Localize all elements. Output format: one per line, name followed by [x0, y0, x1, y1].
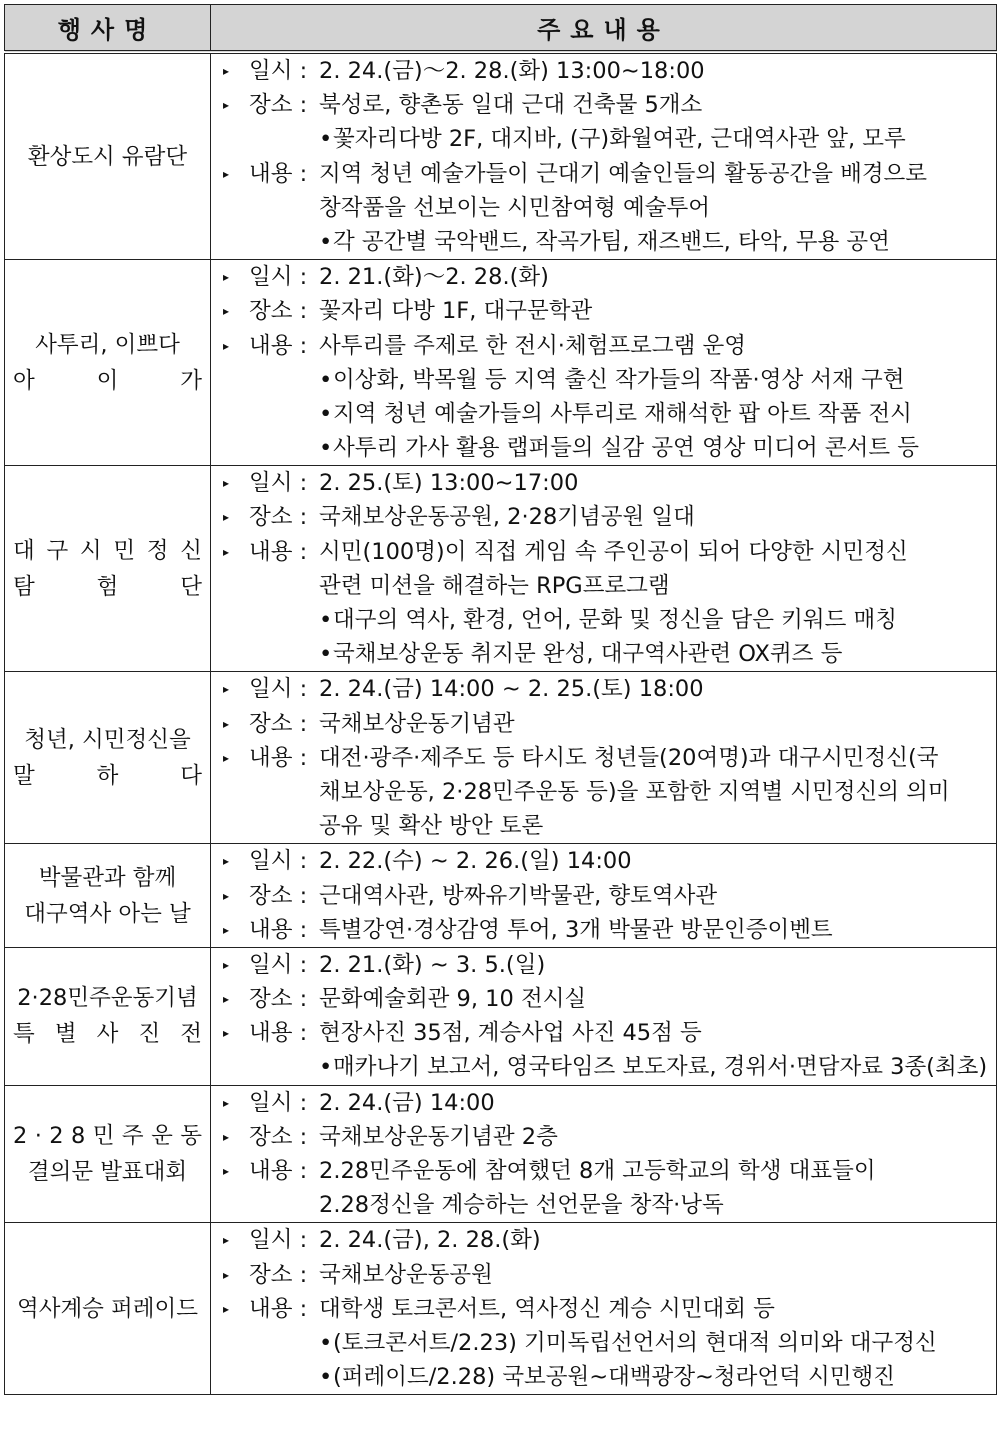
triangle-bullet-icon: ▸ [223, 166, 230, 181]
dot-bullet-icon: • [319, 1054, 333, 1081]
field-value: 국채보상운동기념관 2층 [319, 1123, 558, 1150]
field-label [249, 535, 319, 569]
field-label [249, 1086, 319, 1120]
field-value: 2. 25.(토) 13:00∼17:00 [319, 470, 579, 497]
bullet-line [221, 741, 990, 775]
dot-bullet-icon: • [319, 1329, 333, 1356]
bullet-line [221, 1258, 990, 1292]
event-name-cell [5, 1085, 211, 1223]
field-value: 시민(100명)이 직접 게임 속 주인공이 되어 다양한 시민정신 [319, 538, 908, 565]
field-value: 2. 24.(금), 2. 28.(화) [319, 1227, 541, 1254]
bullet-line [221, 707, 990, 741]
field-label-text: 장소 [249, 882, 293, 909]
colon-separator: : [292, 986, 308, 1013]
field-label [249, 157, 319, 191]
bullet-line [221, 844, 990, 878]
field-value: 2. 24.(금)〜2. 28.(화) 13:00∼18:00 [319, 58, 705, 84]
field-label [249, 948, 319, 982]
sub-item [221, 363, 990, 397]
colon-separator: : [292, 882, 308, 909]
colon-separator: : [292, 92, 308, 119]
field-label [249, 1016, 319, 1050]
dot-bullet-icon: • [319, 641, 333, 668]
bullet-line [221, 1016, 990, 1050]
field-label-text: 장소 [249, 1261, 293, 1288]
field-label-text: 장소 [249, 710, 293, 737]
field-label [249, 1258, 319, 1292]
field-value: 2. 22.(수) ~ 2. 26.(일) 14:00 [319, 848, 632, 875]
field-label-text: 장소 [249, 986, 293, 1013]
continuation-line: 공유 및 확산 방안 토론 [319, 813, 544, 840]
bullet-line [221, 1120, 990, 1154]
event-name-char: 단 [180, 573, 202, 600]
triangle-bullet-icon: ▸ [223, 64, 230, 78]
field-label [249, 982, 319, 1016]
event-name-line: 역사계승 퍼레이드 [16, 1295, 199, 1322]
sub-item-text: 국채보상운동 취지문 완성, 대구역사관련 OX퀴즈 등 [333, 641, 843, 668]
colon-separator: : [292, 58, 308, 84]
triangle-bullet-icon: ▸ [223, 510, 230, 525]
bullet-line [221, 260, 990, 294]
event-content-cell [211, 947, 997, 1085]
continuation-line: 채보상운동, 2·28민주운동 등)을 포함한 지역별 시민정신의 의미 [319, 778, 950, 805]
event-name-char: 민 [113, 537, 136, 564]
triangle-bullet-icon: ▸ [223, 1095, 230, 1110]
bullet-line [221, 1086, 990, 1120]
event-name-cell [5, 260, 211, 466]
bullet-line [221, 1154, 990, 1188]
bullet-line [221, 88, 990, 122]
field-value: 근대역사관, 방짜유기박물관, 향토역사관 [319, 882, 718, 909]
sub-item [221, 603, 990, 637]
field-label-text: 내용 [249, 916, 293, 943]
event-content-cell [211, 844, 997, 948]
event-name-line: 결의문 발표대회 [27, 1159, 188, 1185]
triangle-bullet-icon: ▸ [223, 338, 230, 353]
colon-separator: : [292, 1261, 308, 1288]
table-row [5, 52, 997, 260]
sub-item [221, 1326, 990, 1360]
sub-item [221, 225, 990, 259]
event-name-line: 사투리, 이쁘다 [35, 331, 180, 358]
sub-item-text: 꽃자리다방 2F, 대지바, (구)화월여관, 근대역사관 앞, 모루 [333, 126, 906, 153]
dot-bullet-icon: • [319, 126, 333, 153]
field-value: 대학생 토크콘서트, 역사정신 계승 시민대회 등 [319, 1295, 775, 1322]
event-name-char: 구 [46, 537, 69, 564]
bullet-line [221, 329, 990, 363]
table-row [5, 1085, 997, 1223]
colon-separator: : [292, 470, 308, 497]
triangle-bullet-icon: ▸ [223, 270, 230, 285]
dot-bullet-icon: • [319, 228, 333, 255]
field-label [249, 913, 319, 947]
event-name-line [13, 758, 202, 794]
field-label-text: 내용 [249, 744, 293, 771]
field-value: 2.28민주운동에 참여했던 8개 고등학교의 학생 대표들이 [319, 1158, 876, 1184]
event-name-char: 2 [13, 1123, 28, 1149]
event-content-cell [211, 52, 997, 260]
field-label [249, 707, 319, 741]
field-value: 북성로, 향촌동 일대 근대 건축물 5개소 [319, 92, 703, 119]
event-content-cell [211, 672, 997, 844]
field-label-text: 장소 [249, 92, 293, 119]
colon-separator: : [292, 916, 308, 943]
field-label-text: 일시 [249, 676, 293, 703]
sub-item-text: 대구의 역사, 환경, 언어, 문화 및 정신을 담은 키워드 매칭 [333, 607, 897, 633]
sub-item-text: (토크콘서트/2.23) 기미독립선언서의 현대적 의미와 대구정신 [333, 1329, 937, 1356]
event-content-cell [211, 1085, 997, 1223]
event-name-line [13, 533, 202, 569]
colon-separator: : [292, 160, 308, 187]
triangle-bullet-icon: ▸ [223, 1026, 230, 1041]
sub-item [221, 122, 990, 156]
continuation-line: 창작품을 선보이는 시민참여형 예술투어 [319, 194, 710, 221]
field-value: 2. 24.(금) 14:00 [319, 1089, 495, 1116]
event-name-char: 8 [71, 1123, 86, 1149]
table-header-row [5, 5, 997, 53]
sub-item-text: 지역 청년 예술가들의 사투리로 재해석한 팝 아트 작품 전시 [333, 400, 912, 427]
event-name-char: 이 [96, 367, 119, 394]
event-table [4, 4, 997, 1395]
event-name-line [13, 1118, 202, 1154]
event-name-cell [5, 466, 211, 672]
field-label [249, 1154, 319, 1188]
event-content-cell [211, 260, 997, 466]
field-label [249, 329, 319, 363]
dot-bullet-icon: • [319, 366, 333, 393]
field-value: 2. 24.(금) 14:00 ~ 2. 25.(토) 18:00 [319, 676, 704, 703]
bullet-line [221, 672, 990, 706]
sub-item-text: 사투리 가사 활용 랩퍼들의 실감 공연 영상 미디어 콘서트 등 [333, 435, 920, 462]
field-label [249, 741, 319, 775]
field-label-text: 일시 [249, 264, 293, 291]
event-name-line [13, 363, 202, 399]
event-name-cell [5, 1223, 211, 1395]
event-name-char: 험 [96, 573, 119, 600]
dot-bullet-icon: • [319, 435, 333, 462]
bullet-line [221, 1223, 990, 1257]
event-name-cell [5, 947, 211, 1085]
event-name-char: 탐 [13, 573, 35, 600]
triangle-bullet-icon: ▸ [223, 682, 230, 697]
event-name-char: 시 [79, 537, 102, 564]
continuation-line: 2.28정신을 계승하는 선언문을 창작·낭독 [319, 1192, 724, 1219]
field-label-text: 장소 [249, 298, 293, 325]
dot-bullet-icon: • [319, 607, 333, 633]
header-main-contents: 주요내용 [211, 5, 997, 53]
colon-separator: : [292, 1295, 308, 1322]
colon-separator: : [292, 298, 308, 325]
colon-separator: : [292, 710, 308, 737]
colon-separator: : [292, 538, 308, 565]
triangle-bullet-icon: ▸ [223, 304, 230, 319]
field-label-text: 일시 [249, 58, 293, 84]
field-label [249, 1223, 319, 1257]
field-value: 2. 21.(화) ~ 3. 5.(일) [319, 951, 546, 978]
field-label-text: 일시 [249, 848, 293, 875]
field-label-text: 일시 [249, 470, 293, 497]
field-value: 국채보상운동공원 [319, 1261, 493, 1288]
event-content-cell [211, 466, 997, 672]
field-label [249, 879, 319, 913]
sub-item-text: (퍼레이드/2.28) 국보공원~대백광장~청라언덕 시민행진 [333, 1364, 895, 1391]
continuation-line: 관련 미션을 해결하는 RPG프로그램 [319, 572, 670, 599]
event-name-char: 운 [151, 1123, 173, 1149]
event-name-char: 동 [180, 1123, 202, 1149]
field-value: 국채보상운동공원, 2·28기념공원 일대 [319, 504, 695, 531]
event-name-cell [5, 672, 211, 844]
sub-item [221, 431, 990, 465]
colon-separator: : [292, 744, 308, 771]
colon-separator: : [292, 848, 308, 875]
colon-separator: : [292, 504, 308, 531]
field-label [249, 844, 319, 878]
event-name-char: 가 [180, 367, 202, 394]
bullet-line [221, 466, 990, 500]
field-label-text: 장소 [249, 1123, 293, 1150]
field-label [249, 294, 319, 328]
field-label-text: 일시 [249, 1227, 293, 1254]
sub-item-text: 이상화, 박목월 등 지역 출신 작가들의 작품·영상 서재 구현 [333, 366, 905, 393]
dot-bullet-icon: • [319, 400, 333, 427]
event-name-cell [5, 52, 211, 260]
event-name-line: 청년, 시민정신을 [24, 726, 191, 753]
bullet-line [221, 879, 990, 913]
triangle-bullet-icon: ▸ [223, 1267, 230, 1282]
colon-separator: : [292, 264, 308, 291]
field-label [249, 672, 319, 706]
field-value: 2. 21.(화)〜2. 28.(화) [319, 264, 549, 291]
field-label-text: 내용 [249, 1158, 293, 1184]
event-name-line [13, 1016, 202, 1052]
colon-separator: : [292, 1020, 308, 1047]
table-row [5, 947, 997, 1085]
event-name-char: 신 [180, 537, 202, 564]
field-label [249, 500, 319, 534]
triangle-bullet-icon: ▸ [223, 1164, 230, 1178]
triangle-bullet-icon: ▸ [223, 922, 230, 937]
event-name-line: 2·28민주운동기념 [17, 985, 198, 1012]
sub-item-text: 각 공간별 국악밴드, 작곡가팀, 재즈밴드, 타악, 무용 공연 [333, 228, 890, 255]
colon-separator: : [292, 951, 308, 978]
triangle-bullet-icon: ▸ [223, 992, 230, 1007]
table-row [5, 466, 997, 672]
event-name-char: 전 [180, 1021, 202, 1048]
event-document [0, 4, 1000, 1395]
event-name-line [13, 569, 202, 605]
colon-separator: : [292, 1227, 308, 1254]
field-value: 국채보상운동기념관 [319, 710, 515, 737]
field-label [249, 54, 319, 88]
field-label [249, 88, 319, 122]
event-content-cell [211, 1223, 997, 1395]
bullet-line [221, 1292, 990, 1326]
field-label [249, 1120, 319, 1154]
field-label-text: 내용 [249, 1295, 293, 1322]
triangle-bullet-icon: ▸ [223, 854, 230, 869]
table-body [5, 52, 997, 1395]
header-event-name: 행사명 [5, 5, 211, 53]
table-row [5, 672, 997, 844]
field-value: 문화예술회관 9, 10 전시실 [319, 986, 587, 1013]
bullet-line [221, 948, 990, 982]
colon-separator: : [292, 676, 308, 703]
triangle-bullet-icon: ▸ [223, 888, 230, 903]
field-label [249, 466, 319, 500]
colon-separator: : [292, 332, 308, 359]
triangle-bullet-icon: ▸ [223, 1301, 230, 1316]
event-name-char: 주 [121, 1123, 144, 1149]
field-value: 현장사진 35점, 계승사업 사진 45점 등 [319, 1020, 702, 1047]
field-value: 꽃자리 다방 1F, 대구문학관 [319, 298, 593, 325]
field-label-text: 장소 [249, 504, 293, 531]
field-value: 특별강연·경상감영 투어, 3개 박물관 방문인증이벤트 [319, 916, 833, 943]
event-name-char: 2 [49, 1123, 64, 1149]
field-label [249, 260, 319, 294]
bullet-line [221, 500, 990, 534]
table-row [5, 260, 997, 466]
bullet-line [221, 54, 990, 88]
event-name-char: 다 [180, 762, 202, 789]
field-label-text: 내용 [249, 1020, 293, 1047]
triangle-bullet-icon: ▸ [223, 98, 230, 113]
field-value: 사투리를 주제로 한 전시·체험프로그램 운영 [319, 332, 746, 359]
field-label-text: 일시 [249, 951, 293, 978]
event-name-char: 대 [13, 537, 35, 564]
table-row [5, 844, 997, 948]
field-label-text: 일시 [249, 1089, 293, 1116]
bullet-line [221, 157, 990, 191]
bullet-line [221, 294, 990, 328]
event-name-char: 말 [13, 762, 35, 789]
table-row [5, 1223, 997, 1395]
event-name-char: 민 [92, 1123, 115, 1149]
event-name-char: 진 [138, 1021, 161, 1048]
field-value: 대전·광주·제주도 등 타시도 청년들(20여명)과 대구시민정신(국 [319, 744, 939, 771]
event-name-char: 아 [13, 367, 35, 394]
field-label-text: 내용 [249, 332, 293, 359]
bullet-line [221, 913, 990, 947]
event-name-char: 특 [13, 1021, 35, 1048]
sub-item [221, 1050, 990, 1084]
triangle-bullet-icon: ▸ [223, 476, 230, 491]
event-name-line: 대구역사 아는 날 [24, 900, 191, 927]
field-label-text: 내용 [249, 160, 293, 187]
field-value: 지역 청년 예술가들이 근대기 예술인들의 활동공간을 배경으로 [319, 160, 928, 187]
triangle-bullet-icon: ▸ [223, 544, 230, 559]
triangle-bullet-icon: ▸ [223, 716, 230, 731]
field-label-text: 내용 [249, 538, 293, 565]
triangle-bullet-icon: ▸ [223, 750, 230, 765]
sub-item [221, 1360, 990, 1394]
bullet-line [221, 982, 990, 1016]
event-name-char: 사 [96, 1021, 119, 1048]
colon-separator: : [292, 1089, 308, 1116]
triangle-bullet-icon: ▸ [223, 1129, 230, 1144]
event-name-char: 별 [54, 1021, 77, 1048]
sub-item [221, 637, 990, 671]
field-label [249, 1292, 319, 1326]
colon-separator: : [292, 1123, 308, 1150]
event-name-cell [5, 844, 211, 948]
sub-item-text: 매카나기 보고서, 영국타임즈 보도자료, 경위서·면담자료 3종(최초) [333, 1054, 988, 1081]
event-name-char: 하 [96, 762, 119, 789]
triangle-bullet-icon: ▸ [223, 1233, 230, 1248]
colon-separator: : [292, 1158, 308, 1184]
sub-item [221, 397, 990, 431]
bullet-line [221, 535, 990, 569]
triangle-bullet-icon: ▸ [223, 957, 230, 972]
event-name-line: 환상도시 유람단 [27, 143, 188, 170]
event-name-char: · [34, 1123, 42, 1149]
dot-bullet-icon: • [319, 1364, 333, 1391]
event-name-char: 정 [146, 537, 169, 564]
event-name-line: 박물관과 함께 [38, 864, 177, 891]
